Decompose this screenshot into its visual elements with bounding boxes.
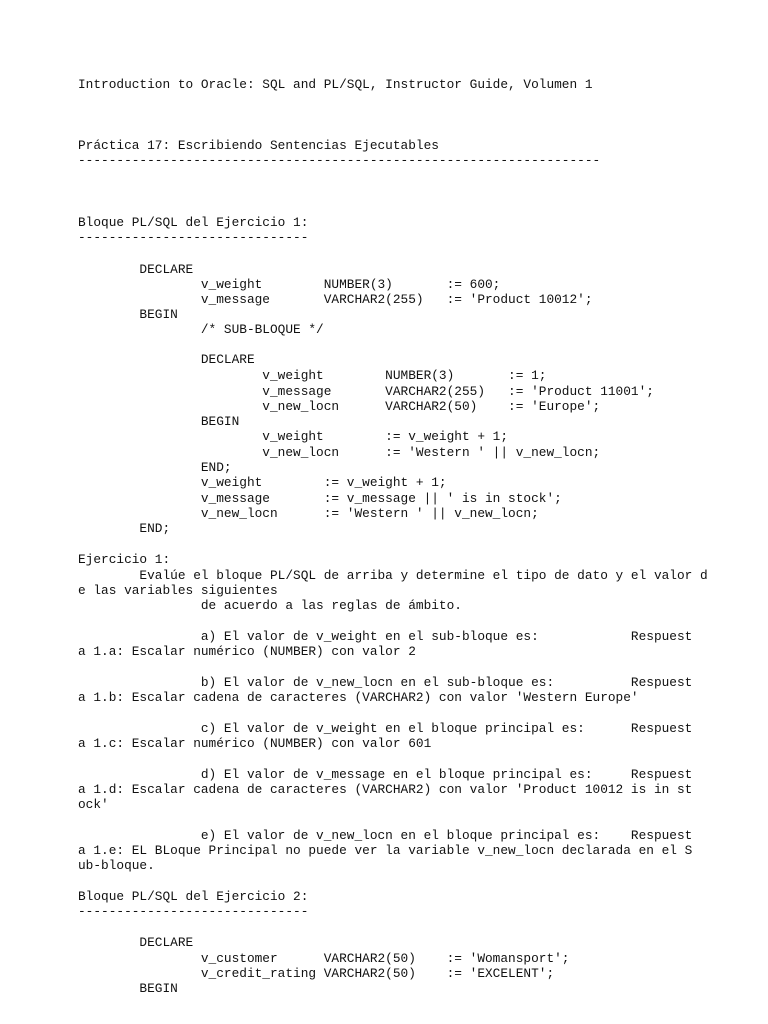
code-line: v_weight NUMBER(3) := 1; — [78, 368, 547, 383]
code-line: v_new_locn := 'Western ' || v_new_locn; — [78, 445, 601, 460]
code-line: /* SUB-BLOQUE */ — [78, 322, 324, 337]
code-line: DECLARE — [78, 262, 194, 277]
code-line: BEGIN — [78, 981, 178, 996]
title-underline: -------------------------------------------------------------------- — [78, 153, 601, 168]
answer-text: a 1.e: EL BLoque Principal no puede ver la variable v_new_locn declarada en el S — [78, 843, 693, 858]
practice-title: Práctica 17: Escribiendo Sentencias Ejecutables — [78, 138, 439, 153]
exercise-text: Evalúe el bloque PL/SQL de arriba y determine el tipo de dato y el valor d — [78, 568, 708, 583]
exercise-text: de acuerdo a las reglas de ámbito. — [78, 598, 462, 613]
exercise-heading: Ejercicio 1: — [78, 552, 171, 567]
answer-text: c) El valor de v_weight en el bloque principal es: Respuest — [78, 721, 693, 736]
code-line: v_message VARCHAR2(255) := 'Product 10012'; — [78, 292, 593, 307]
code-line: v_message := v_message || ' is in stock'; — [78, 491, 562, 506]
answer-text: a 1.a: Escalar numérico (NUMBER) con valor 2 — [78, 644, 416, 659]
answer-text: d) El valor de v_message en el bloque principal es: Respuest — [78, 767, 693, 782]
answer-text: a) El valor de v_weight en el sub-bloque es: Respuest — [78, 629, 693, 644]
code-line: v_message VARCHAR2(255) := 'Product 11001'; — [78, 384, 654, 399]
answer-text: a 1.b: Escalar cadena de caracteres (VARCHAR2) con valor 'Western Europe' — [78, 690, 639, 705]
answer-text: a 1.d: Escalar cadena de caracteres (VARCHAR2) con valor 'Product 10012 is in st — [78, 782, 693, 797]
exercise-text: e las variables siguientes — [78, 583, 278, 598]
code-line: v_new_locn VARCHAR2(50) := 'Europe'; — [78, 399, 601, 414]
code-line: v_credit_rating VARCHAR2(50) := 'EXCELENT'; — [78, 966, 555, 981]
answer-text: ub-bloque. — [78, 858, 155, 873]
code-line: v_new_locn := 'Western ' || v_new_locn; — [78, 506, 539, 521]
section-underline-1: ------------------------------ — [78, 230, 309, 245]
code-line: DECLARE — [78, 935, 194, 950]
code-line: END; — [78, 521, 171, 536]
code-line: v_customer VARCHAR2(50) := 'Womansport'; — [78, 951, 570, 966]
answer-text: b) El valor de v_new_locn en el sub-bloque es: Respuest — [78, 675, 693, 690]
answer-text: a 1.c: Escalar numérico (NUMBER) con valor 601 — [78, 736, 432, 751]
code-line: v_weight NUMBER(3) := 600; — [78, 277, 501, 292]
answer-text: e) El valor de v_new_locn en el bloque principal es: Respuest — [78, 828, 693, 843]
section-heading-1: Bloque PL/SQL del Ejercicio 1: — [78, 215, 309, 230]
section-underline-2: ------------------------------ — [78, 904, 309, 919]
section-heading-2: Bloque PL/SQL del Ejercicio 2: — [78, 889, 309, 904]
code-line: BEGIN — [78, 414, 240, 429]
answer-text: ock' — [78, 797, 109, 812]
code-line: v_weight := v_weight + 1; — [78, 429, 509, 444]
document-header: Introduction to Oracle: SQL and PL/SQL, Instructor Guide, Volumen 1 — [78, 77, 593, 92]
code-line: DECLARE — [78, 352, 255, 367]
code-line: END; — [78, 460, 232, 475]
code-line: v_weight := v_weight + 1; — [78, 475, 447, 490]
code-line: BEGIN — [78, 307, 178, 322]
